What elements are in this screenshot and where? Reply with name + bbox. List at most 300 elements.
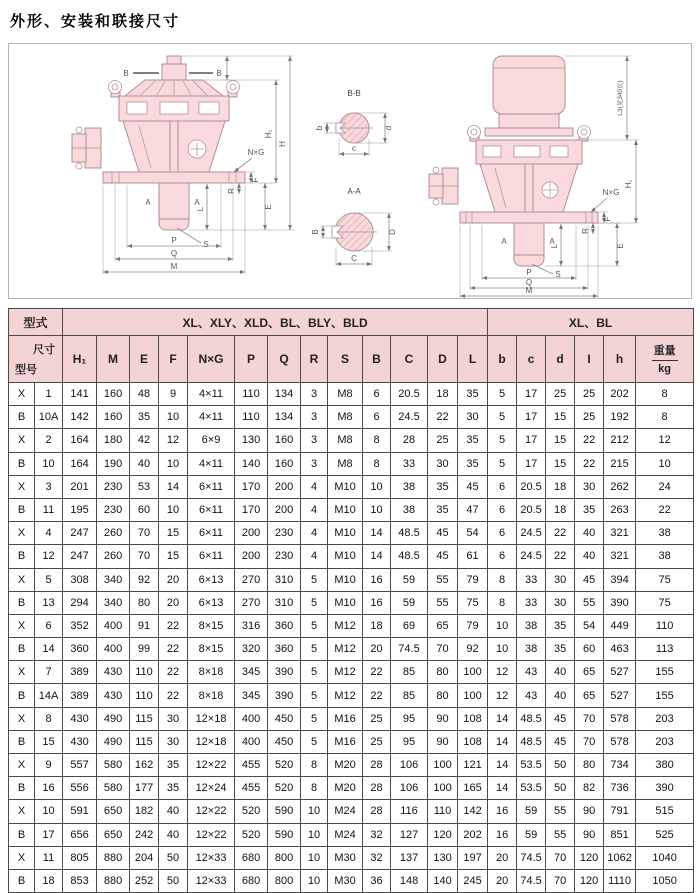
row-model: 1 <box>35 383 63 406</box>
row-value: M10 <box>328 568 363 591</box>
row-value: 182 <box>130 800 159 823</box>
row-value: 8 <box>636 406 694 429</box>
row-value: 10 <box>159 498 188 521</box>
row-value: 22 <box>636 498 694 521</box>
section-bb-title: B-B <box>347 89 361 98</box>
row-value: M24 <box>328 800 363 823</box>
row-value: 113 <box>636 638 694 661</box>
row-value: 160 <box>97 383 130 406</box>
weight-unit: kg <box>658 362 672 375</box>
row-value: 203 <box>636 707 694 730</box>
row-value: 80 <box>428 684 458 707</box>
row-value: 90 <box>575 800 604 823</box>
row-value: 520 <box>268 754 301 777</box>
row-value: 38 <box>391 498 428 521</box>
row-value: 22 <box>159 661 188 684</box>
row-value: 805 <box>63 846 97 869</box>
row-value: 45 <box>428 522 458 545</box>
row-value: 20 <box>159 591 188 614</box>
row-value: 201 <box>63 475 97 498</box>
dim-label-l3: L3(见340页) <box>617 80 624 116</box>
row-value: 142 <box>63 406 97 429</box>
row-series: B <box>9 869 35 892</box>
dim-label-p-2: P <box>526 268 532 277</box>
row-model: 18 <box>35 869 63 892</box>
row-value: 352 <box>63 614 97 637</box>
row-value: 110 <box>636 614 694 637</box>
row-series: B <box>9 498 35 521</box>
row-series: X <box>9 614 35 637</box>
row-value: 247 <box>63 545 97 568</box>
row-value: 53 <box>130 475 159 498</box>
row-value: 204 <box>130 846 159 869</box>
table-row <box>9 800 694 823</box>
row-value: 6 <box>363 383 391 406</box>
row-value: 127 <box>391 823 428 846</box>
row-value: 230 <box>268 522 301 545</box>
row-value: 28 <box>363 754 391 777</box>
row-value: 525 <box>636 823 694 846</box>
row-value: 430 <box>97 661 130 684</box>
row-value: 55 <box>546 823 575 846</box>
row-value: 6 <box>488 522 517 545</box>
table-row <box>9 614 694 637</box>
row-value: 45 <box>458 475 488 498</box>
row-value: 95 <box>391 707 428 730</box>
dim-label-nxg: N×G <box>247 148 265 157</box>
row-value: 24.5 <box>391 406 428 429</box>
row-value: 100 <box>458 684 488 707</box>
row-value: 390 <box>268 661 301 684</box>
row-value: 8 <box>301 777 328 800</box>
row-value: M10 <box>328 498 363 521</box>
row-value: 390 <box>636 777 694 800</box>
row-value: 134 <box>268 406 301 429</box>
row-value: 389 <box>63 661 97 684</box>
row-value: 9 <box>159 383 188 406</box>
row-value: 115 <box>130 707 159 730</box>
row-value: 92 <box>130 568 159 591</box>
row-value: 200 <box>235 522 268 545</box>
row-model: 14A <box>35 684 63 707</box>
row-value: 47 <box>458 498 488 521</box>
row-value: 8×15 <box>188 638 235 661</box>
row-value: 110 <box>235 406 268 429</box>
row-value: 650 <box>97 823 130 846</box>
row-value: 180 <box>97 429 130 452</box>
col-header-17: h <box>604 336 636 383</box>
row-value: 15 <box>546 406 575 429</box>
weight-label: 重量 <box>652 343 678 361</box>
row-value: 35 <box>458 383 488 406</box>
row-value: 18 <box>546 475 575 498</box>
row-value: 10 <box>159 406 188 429</box>
row-value: 48.5 <box>517 707 546 730</box>
dim-label-b-cap: B <box>311 229 320 235</box>
row-value: 4 <box>301 545 328 568</box>
row-value: 140 <box>428 869 458 892</box>
dim-label-f-2: F <box>603 216 612 222</box>
row-value: 8 <box>636 383 694 406</box>
row-value: 24 <box>636 475 694 498</box>
row-value: 61 <box>458 545 488 568</box>
row-value: 851 <box>604 823 636 846</box>
row-value: 10 <box>301 869 328 892</box>
row-model: 13 <box>35 591 63 614</box>
row-value: 853 <box>63 869 97 892</box>
dim-label-a-right-2: A <box>549 237 555 246</box>
row-value: M16 <box>328 707 363 730</box>
row-value: 656 <box>63 823 97 846</box>
row-value: 12×22 <box>188 823 235 846</box>
row-value: 25 <box>575 406 604 429</box>
row-value: 4 <box>301 498 328 521</box>
row-value: 557 <box>63 754 97 777</box>
row-value: 578 <box>604 707 636 730</box>
dim-label-q: Q <box>170 249 178 258</box>
row-value: 85 <box>391 684 428 707</box>
row-value: 8×18 <box>188 684 235 707</box>
table-row <box>9 406 694 429</box>
row-value: 35 <box>159 777 188 800</box>
table-row <box>9 846 694 869</box>
row-value: 380 <box>636 754 694 777</box>
row-value: 70 <box>428 638 458 661</box>
row-model: 16 <box>35 777 63 800</box>
row-series: B <box>9 638 35 661</box>
dim-label-nxg-2: N×G <box>602 188 620 197</box>
row-value: 4 <box>301 522 328 545</box>
section-mark-b-left: B <box>123 69 129 78</box>
row-series: X <box>9 800 35 823</box>
row-value: 202 <box>458 823 488 846</box>
row-value: 35 <box>130 406 159 429</box>
row-value: 33 <box>517 568 546 591</box>
row-series: X <box>9 707 35 730</box>
row-value: 242 <box>130 823 159 846</box>
row-value: 230 <box>268 545 301 568</box>
row-value: 3 <box>301 406 328 429</box>
row-value: 880 <box>97 869 130 892</box>
row-model: 10A <box>35 406 63 429</box>
row-value: 70 <box>575 730 604 753</box>
row-value: 5 <box>301 707 328 730</box>
row-value: 40 <box>159 823 188 846</box>
row-value: 100 <box>428 777 458 800</box>
dim-label-e: E <box>264 204 273 210</box>
row-value: 43 <box>517 661 546 684</box>
row-value: 38 <box>636 545 694 568</box>
row-value: 212 <box>604 429 636 452</box>
row-value: 308 <box>63 568 97 591</box>
row-model: 12 <box>35 545 63 568</box>
row-value: 53.5 <box>517 754 546 777</box>
row-value: 35 <box>428 498 458 521</box>
row-value: 527 <box>604 661 636 684</box>
row-value: 20.5 <box>391 383 428 406</box>
row-value: 8×18 <box>188 661 235 684</box>
row-value: M10 <box>328 591 363 614</box>
row-series: B <box>9 730 35 753</box>
row-value: 430 <box>63 730 97 753</box>
row-value: 45 <box>546 730 575 753</box>
row-value: 20.5 <box>517 498 546 521</box>
header-columns-row <box>9 336 694 383</box>
row-value: 263 <box>604 498 636 521</box>
dim-label-a-left-2: A <box>501 237 507 246</box>
row-value: 40 <box>546 661 575 684</box>
section-aa <box>311 187 397 266</box>
row-value: 155 <box>636 684 694 707</box>
row-value: 160 <box>268 429 301 452</box>
row-value: 120 <box>428 823 458 846</box>
row-value: 155 <box>636 661 694 684</box>
row-value: 15 <box>159 522 188 545</box>
row-value: 35 <box>546 638 575 661</box>
row-value: 6 <box>488 498 517 521</box>
row-value: 40 <box>130 452 159 475</box>
row-series: B <box>9 406 35 429</box>
row-value: 162 <box>130 754 159 777</box>
model-type-header: 型式 <box>9 309 63 336</box>
row-value: 110 <box>130 661 159 684</box>
row-value: 74.5 <box>517 846 546 869</box>
row-value: 80 <box>428 661 458 684</box>
row-value: 360 <box>268 614 301 637</box>
row-value: 59 <box>517 800 546 823</box>
row-value: 6×9 <box>188 429 235 452</box>
technical-drawing <box>9 44 691 298</box>
row-value: 8 <box>301 754 328 777</box>
row-value: 12×18 <box>188 730 235 753</box>
row-value: M12 <box>328 614 363 637</box>
row-series: X <box>9 568 35 591</box>
col-header-3: F <box>159 336 188 383</box>
row-value: 74.5 <box>391 638 428 661</box>
row-value: 116 <box>391 800 428 823</box>
header-group-row <box>9 309 694 336</box>
row-value: 38 <box>517 638 546 661</box>
row-value: 791 <box>604 800 636 823</box>
row-value: 10 <box>159 452 188 475</box>
row-series: X <box>9 522 35 545</box>
row-value: 59 <box>391 591 428 614</box>
dim-label-m: M <box>170 262 178 271</box>
col-header-7: R <box>301 336 328 383</box>
row-value: 394 <box>604 568 636 591</box>
row-value: 1040 <box>636 846 694 869</box>
table-row <box>9 823 694 846</box>
row-value: M10 <box>328 522 363 545</box>
row-value: 200 <box>268 498 301 521</box>
row-value: M8 <box>328 452 363 475</box>
row-value: 1110 <box>604 869 636 892</box>
page-title: 外形、安装和联接尺寸 <box>10 13 181 30</box>
row-value: 230 <box>97 498 130 521</box>
row-value: 5 <box>301 684 328 707</box>
row-series: X <box>9 846 35 869</box>
row-value: 48 <box>130 383 159 406</box>
row-value: 736 <box>604 777 636 800</box>
table-row <box>9 684 694 707</box>
row-value: 316 <box>235 614 268 637</box>
row-value: 270 <box>235 591 268 614</box>
row-value: 170 <box>235 475 268 498</box>
row-value: 92 <box>458 638 488 661</box>
row-value: 16 <box>488 823 517 846</box>
row-value: 25 <box>363 707 391 730</box>
row-value: 60 <box>130 498 159 521</box>
row-value: 54 <box>458 522 488 545</box>
dim-label-s: S <box>203 240 209 249</box>
col-header-4: N×G <box>188 336 235 383</box>
row-value: 556 <box>63 777 97 800</box>
row-value: 262 <box>604 475 636 498</box>
row-value: 800 <box>268 869 301 892</box>
row-value: 17 <box>517 452 546 475</box>
row-model: 6 <box>35 614 63 637</box>
col-header-15: d <box>546 336 575 383</box>
col-header-2: E <box>130 336 159 383</box>
row-value: 17 <box>517 383 546 406</box>
row-value: 60 <box>575 638 604 661</box>
row-value: 12×18 <box>188 707 235 730</box>
row-value: 14 <box>488 730 517 753</box>
row-value: 25 <box>363 730 391 753</box>
row-value: 340 <box>97 591 130 614</box>
row-value: 4×11 <box>188 406 235 429</box>
row-value: 310 <box>268 591 301 614</box>
row-value: 20.5 <box>517 475 546 498</box>
row-value: 3 <box>301 383 328 406</box>
row-value: 455 <box>235 777 268 800</box>
dim-label-s-2: S <box>555 270 561 279</box>
row-value: 35 <box>458 452 488 475</box>
row-value: 195 <box>63 498 97 521</box>
row-value: 69 <box>391 614 428 637</box>
row-value: 36 <box>363 869 391 892</box>
row-value: 70 <box>130 522 159 545</box>
row-value: 5 <box>488 383 517 406</box>
table-row <box>9 383 694 406</box>
row-value: 55 <box>428 591 458 614</box>
row-value: 10 <box>636 452 694 475</box>
row-value: 35 <box>159 754 188 777</box>
row-value: 108 <box>458 730 488 753</box>
dim-label-c-small: c <box>352 144 356 153</box>
row-value: 230 <box>97 475 130 498</box>
row-value: 48.5 <box>391 522 428 545</box>
row-value: 14 <box>159 475 188 498</box>
row-value: 120 <box>575 869 604 892</box>
row-value: 400 <box>235 730 268 753</box>
row-value: 6 <box>488 475 517 498</box>
table-row <box>9 754 694 777</box>
row-value: 520 <box>268 777 301 800</box>
row-value: 50 <box>546 754 575 777</box>
dim-label-e-2: E <box>616 243 625 249</box>
row-value: 590 <box>268 823 301 846</box>
dim-label-d-cap: D <box>388 229 397 235</box>
row-value: 4×11 <box>188 452 235 475</box>
row-series: B <box>9 684 35 707</box>
dim-label-q-2: Q <box>525 278 533 287</box>
row-value: 148 <box>391 869 428 892</box>
row-value: 48.5 <box>517 730 546 753</box>
row-value: 10 <box>301 823 328 846</box>
row-value: 121 <box>458 754 488 777</box>
row-value: 100 <box>458 661 488 684</box>
row-value: 360 <box>268 638 301 661</box>
row-value: 360 <box>63 638 97 661</box>
row-value: 50 <box>159 846 188 869</box>
row-model: 2 <box>35 429 63 452</box>
row-value: 75 <box>636 591 694 614</box>
row-value: M12 <box>328 684 363 707</box>
row-value: 16 <box>363 591 391 614</box>
right-view <box>429 56 639 298</box>
row-value: 59 <box>391 568 428 591</box>
row-value: 3 <box>301 429 328 452</box>
row-value: 10 <box>488 638 517 661</box>
row-value: M20 <box>328 754 363 777</box>
row-value: 164 <box>63 452 97 475</box>
row-value: 15 <box>159 545 188 568</box>
row-value: 115 <box>130 730 159 753</box>
section-aa-title: A-A <box>347 187 361 196</box>
col-header-16: I <box>575 336 604 383</box>
row-value: 340 <box>97 568 130 591</box>
col-header-13: b <box>488 336 517 383</box>
row-value: 215 <box>604 452 636 475</box>
row-value: 5 <box>301 591 328 614</box>
row-value: 12 <box>488 661 517 684</box>
row-value: 12×33 <box>188 869 235 892</box>
table-row <box>9 522 694 545</box>
dim-label-h1: H₁ <box>264 129 273 139</box>
row-value: 45 <box>575 568 604 591</box>
row-value: 14 <box>488 754 517 777</box>
row-model: 11 <box>35 498 63 521</box>
row-value: 580 <box>97 754 130 777</box>
row-value: 142 <box>458 800 488 823</box>
row-value: 5 <box>488 452 517 475</box>
row-value: 30 <box>159 730 188 753</box>
row-value: 45 <box>546 707 575 730</box>
row-value: 12 <box>636 429 694 452</box>
row-value: 200 <box>268 475 301 498</box>
row-value: M16 <box>328 730 363 753</box>
row-value: 24.5 <box>517 522 546 545</box>
row-value: 190 <box>97 452 130 475</box>
dim-label-m-2: M <box>525 286 533 295</box>
row-value: M10 <box>328 545 363 568</box>
row-value: 110 <box>428 800 458 823</box>
row-value: 12 <box>159 429 188 452</box>
row-value: 10 <box>363 475 391 498</box>
table-row <box>9 869 694 892</box>
drawing-box <box>8 43 692 299</box>
col-header-11: D <box>428 336 458 383</box>
row-value: 22 <box>159 614 188 637</box>
row-value: 80 <box>575 754 604 777</box>
row-value: 48.5 <box>391 545 428 568</box>
row-value: 28 <box>363 777 391 800</box>
row-value: 345 <box>235 661 268 684</box>
row-model: 11 <box>35 846 63 869</box>
row-value: 5 <box>488 429 517 452</box>
table-row <box>9 730 694 753</box>
